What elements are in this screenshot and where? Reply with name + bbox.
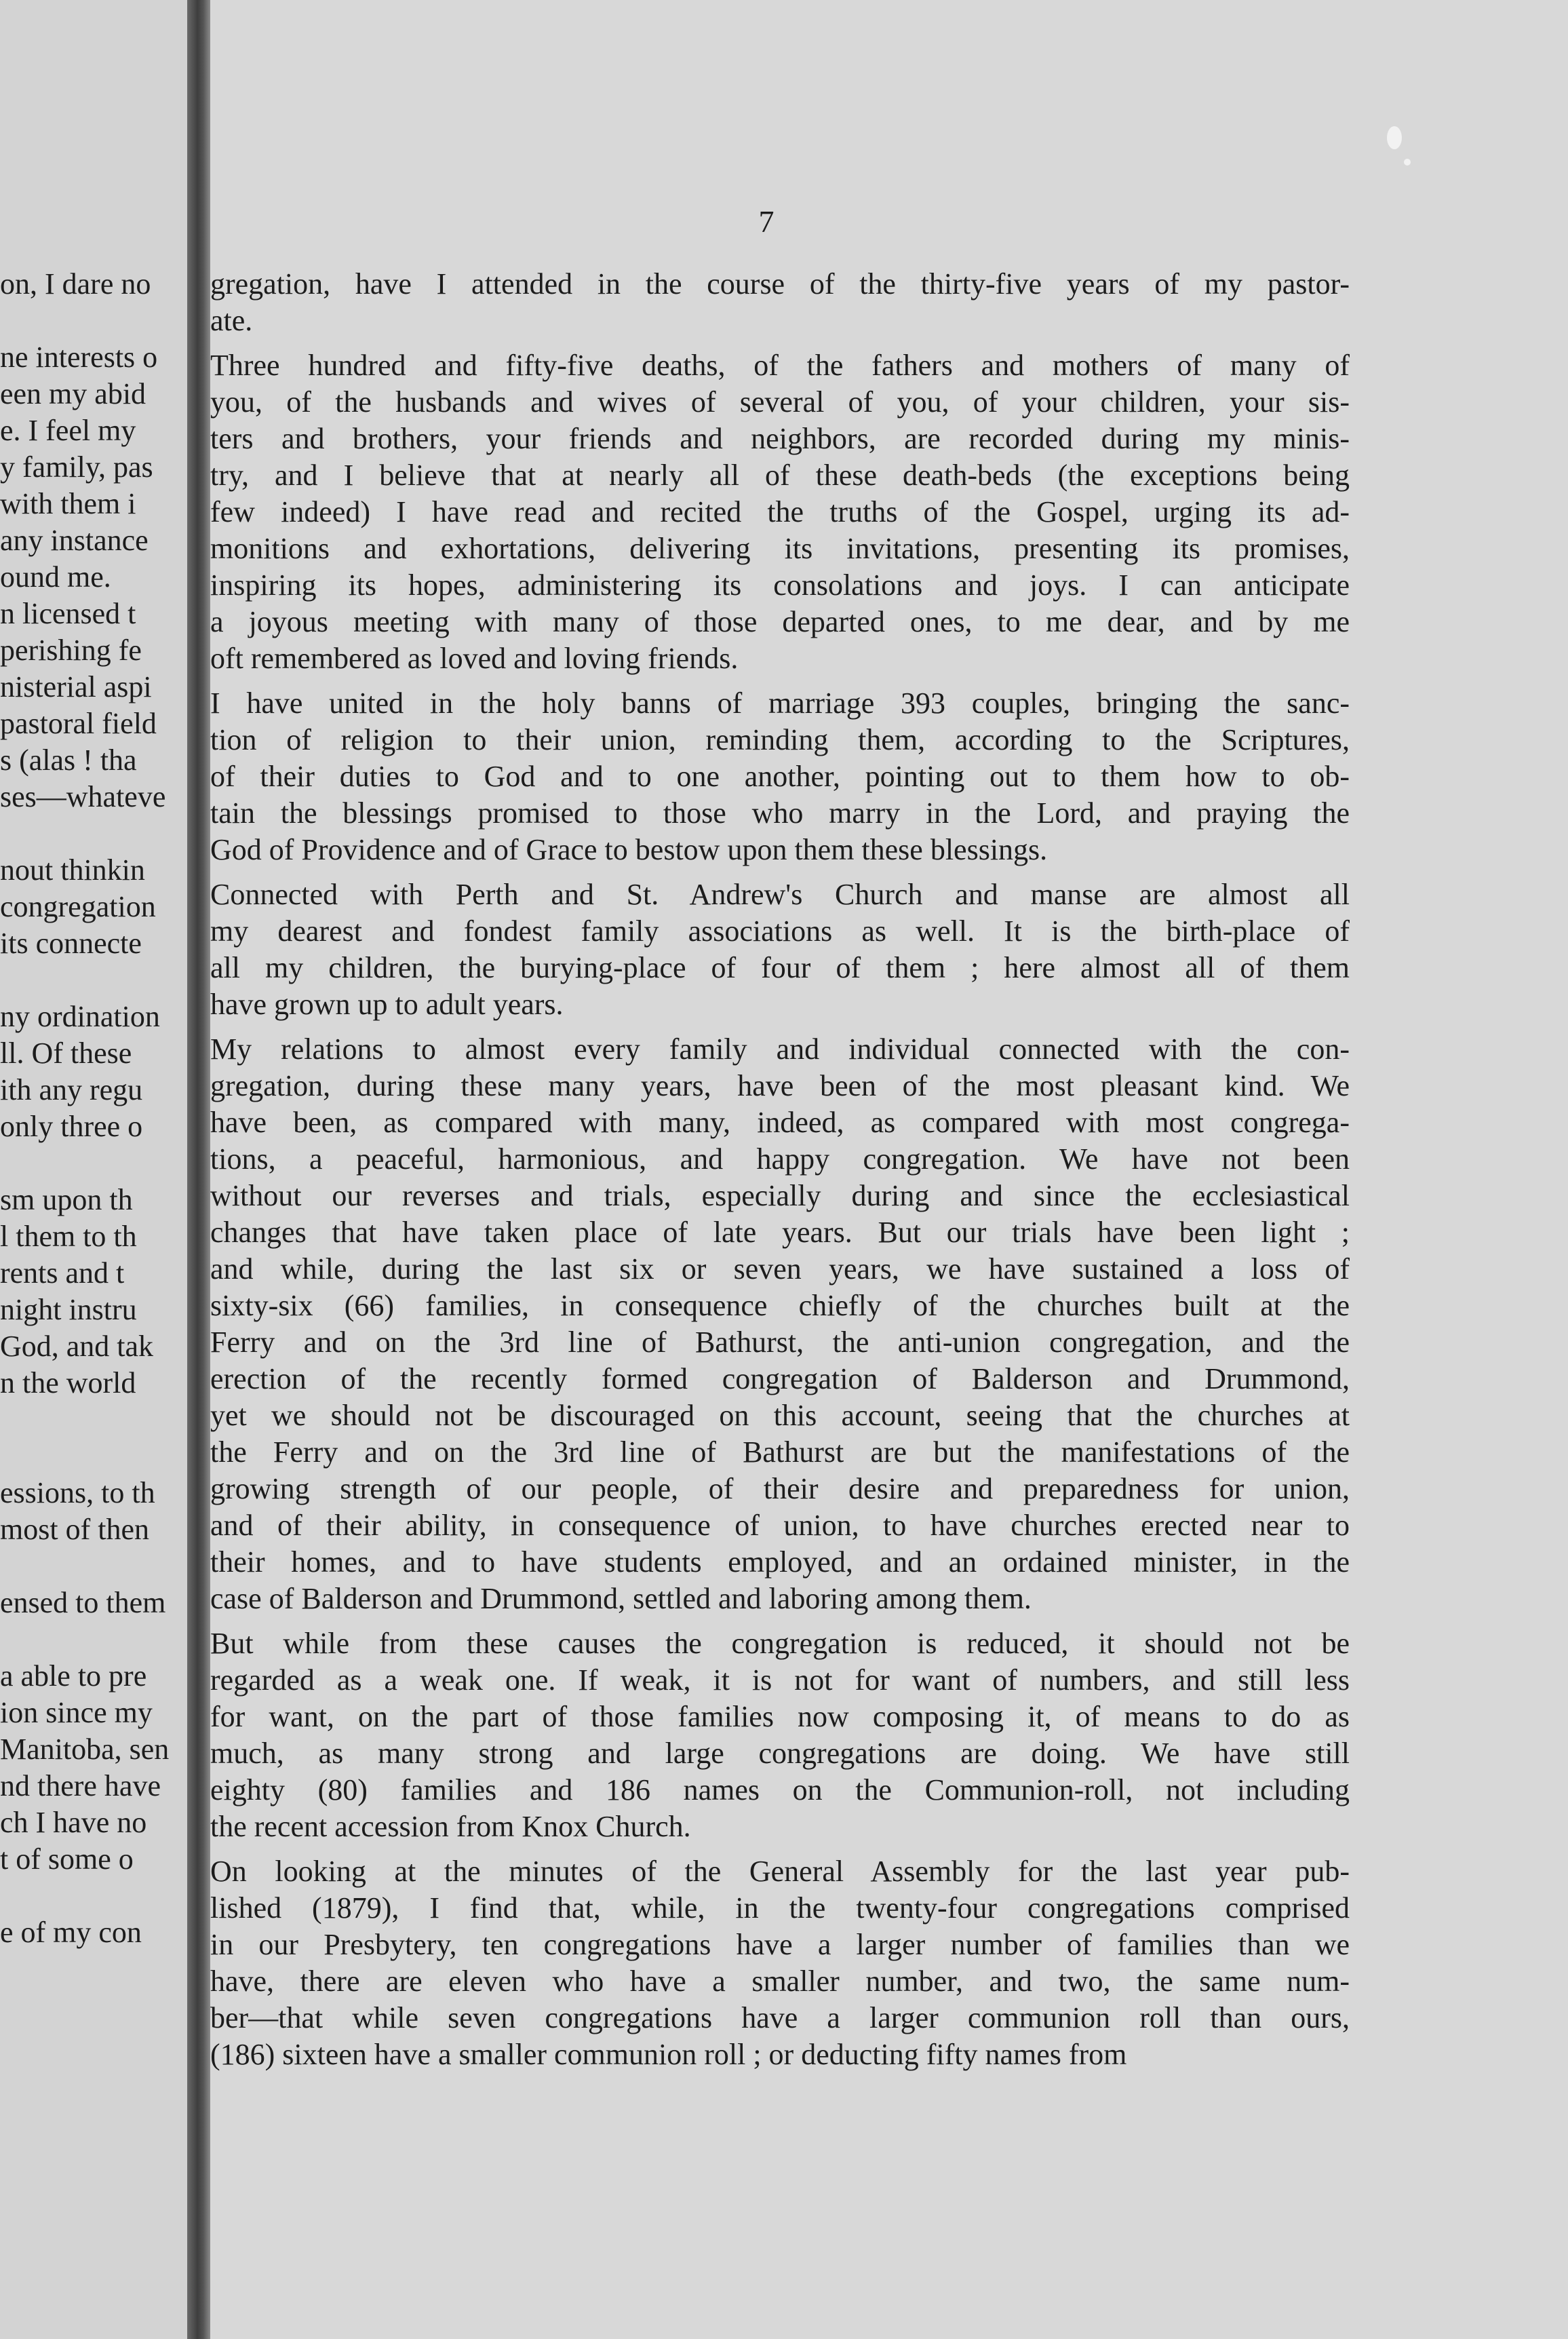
left-page-line: ith any regu [0,1073,143,1106]
left-page-line: night instru [0,1293,137,1326]
text-line: inspiring its hopes, administering its consolations and joys. I can anticipate [210,568,1350,602]
book-gutter [187,0,210,2339]
left-page-line [0,1548,190,1585]
left-page-line [0,815,190,852]
left-page-line: l them to th [0,1220,137,1253]
text-line: changes that have taken place of late years. But our trials have been light ; [210,1216,1350,1249]
paragraph [210,266,1350,339]
text-line: my dearest and fondest family associations as well. It is the birth-place of [210,914,1350,948]
text-line: a joyous meeting with many of those departed ones, to me dear, and by me [210,605,1350,638]
text-line: ters and brothers, your friends and neighbors, are recorded during my minis- [210,422,1350,455]
left-page-line: ne interests o [0,341,158,374]
text-line: have grown up to adult years. [210,988,564,1021]
text-line: God of Providence and of Grace to bestow upon them these blessings. [210,833,1048,866]
text-line: Ferry and on the 3rd line of Bathurst, the anti-union congregation, and the [210,1326,1350,1359]
left-page-line: God, and tak [0,1330,154,1363]
text-line: all my children, the burying-place of four of them ; here almost all of them [210,951,1350,984]
text-line: sixty-six (66) families, in consequence chiefly of the churches built at the [210,1289,1350,1322]
text-line: case of Balderson and Drummond, settled and laboring among them. [210,1582,1032,1615]
left-page-line: most of then [0,1513,149,1546]
left-page-line: ll. Of these [0,1037,132,1070]
scan-speck [1387,126,1402,149]
text-line: gregation, during these many years, have been of the most pleasant kind. We [210,1069,1350,1102]
left-page-line: s (alas ! tha [0,743,137,777]
left-page-line: a able to pre [0,1659,147,1693]
text-line: have been, as compared with many, indeed, as compared with most congrega- [210,1106,1350,1139]
paragraph [210,685,1350,868]
paragraph [210,347,1350,677]
text-line: and while, during the last six or seven years, we have sustained a loss of [210,1252,1350,1286]
left-page-line: e of my con [0,1916,142,1949]
left-page-line: only three o [0,1110,143,1143]
text-line: erection of the recently formed congregation of Balderson and Drummond, [210,1362,1350,1395]
text-line: the recent accession from Knox Church. [210,1810,691,1843]
left-page-line: n licensed t [0,597,136,630]
text-line: Three hundred and fifty-five deaths, of the fathers and mothers of many of [210,349,1350,382]
text-line: monitions and exhortations, delivering its invitations, presenting its promises, [210,532,1350,565]
text-line: much, as many strong and large congregations are doing. We have still [210,1737,1350,1770]
left-page-fragment [0,0,190,2339]
text-line: without our reverses and trials, especially during and since the ecclesiastical [210,1179,1350,1212]
page-body-text [210,266,1350,2081]
text-line: the Ferry and on the 3rd line of Bathurst are but the manifestations of the [210,1435,1350,1469]
left-page-line [0,1145,190,1182]
left-page-line: ound me. [0,560,111,594]
text-line: Connected with Perth and St. Andrew's Church and manse are almost all [210,878,1350,911]
text-line: in our Presbytery, ten congregations have a larger number of families than we [210,1928,1350,1961]
scan-speck [1404,159,1411,166]
text-line: tions, a peaceful, harmonious, and happy congregation. We have not been [210,1142,1350,1176]
left-page-line: ion since my [0,1696,153,1729]
text-line: gregation, have I attended in the course of the thirty-five years of my pastor- [210,267,1350,301]
paragraph [210,1031,1350,1617]
left-page-line: with them i [0,487,136,520]
text-line: of their duties to God and to one another, pointing out to them how to ob- [210,760,1350,793]
text-line: eighty (80) families and 186 names on the Communion-roll, not including [210,1773,1350,1806]
text-line: On looking at the minutes of the General Assembly for the last year pub- [210,1855,1350,1888]
left-page-line: ny ordination [0,1000,160,1033]
left-page-line: Manitoba, sen [0,1733,170,1766]
text-line: for want, on the part of those families now composing it, of means to do as [210,1700,1350,1733]
left-page-line: sm upon th [0,1183,133,1216]
left-page-line: pastoral field [0,707,157,740]
paragraph [210,1853,1350,2073]
left-page-line: essions, to th [0,1476,155,1509]
left-page-line: rents and t [0,1256,125,1290]
text-line: you, of the husbands and wives of several of you, of your children, your sis- [210,385,1350,419]
text-line: ate. [210,304,253,337]
paragraph [210,1625,1350,1845]
left-page-line [0,1438,190,1475]
left-page-line [0,303,190,339]
left-page-line: nout thinkin [0,853,145,887]
left-page-line: ensed to them [0,1586,166,1619]
left-page-line: e. I feel my [0,414,136,447]
text-line: (186) sixteen have a smaller communion roll ; or deducting fifty names from [210,2038,1127,2071]
left-page-line: congregation [0,890,156,923]
text-line: My relations to almost every family and individual connected with the con- [210,1032,1350,1066]
left-page-line [0,1621,190,1658]
left-page-text [0,266,190,1951]
text-line: their homes, and to have students employed, and an ordained minister, in the [210,1545,1350,1579]
left-page-line: perishing fe [0,634,142,667]
left-page-line: een my abid [0,377,146,410]
left-page-line: nisterial aspi [0,670,152,703]
paragraph [210,876,1350,1023]
text-line: lished (1879), I find that, while, in the twenty-four congregations comprised [210,1891,1350,1925]
left-page-line: n the world [0,1366,136,1399]
text-line: growing strength of our people, of their desire and preparedness for union, [210,1472,1350,1505]
left-page-line [0,962,190,999]
text-line: But while from these causes the congregation is reduced, it should not be [210,1627,1350,1660]
left-page-line: ch I have no [0,1806,147,1839]
text-line: and of their ability, in consequence of union, to have churches erected near to [210,1509,1350,1542]
text-line: tain the blessings promised to those who marry in the Lord, and praying the [210,796,1350,830]
text-line: I have united in the holy banns of marriage 393 couples, bringing the sanc- [210,687,1350,720]
left-page-line: t of some o [0,1842,134,1876]
text-line: ber—that while seven congregations have a larger communion roll than ours, [210,2001,1350,2034]
text-line: regarded as a weak one. If weak, it is not for want of numbers, and still less [210,1663,1350,1697]
left-page-line [0,1402,190,1438]
left-page-line: ses—whateve [0,780,166,813]
page-number: 7 [758,204,775,239]
text-line: few indeed) I have read and recited the truths of the Gospel, urging its ad- [210,495,1350,528]
left-page-line: y family, pas [0,450,153,484]
left-page-line: nd there have [0,1769,161,1802]
text-line: try, and I believe that at nearly all of these death-beds (the exceptions being [210,459,1350,492]
left-page-line: on, I dare no [0,267,151,301]
text-line: oft remembered as loved and loving friends. [210,642,739,675]
right-page [210,0,1568,2339]
text-line: yet we should not be discouraged on this account, seeing that the churches at [210,1399,1350,1432]
left-page-line: its connecte [0,927,142,960]
text-line: tion of religion to their union, reminding them, according to the Scriptures, [210,723,1350,756]
left-page-line: any instance [0,524,149,557]
left-page-line [0,1878,190,1914]
text-line: have, there are eleven who have a smaller number, and two, the same num- [210,1965,1350,1998]
